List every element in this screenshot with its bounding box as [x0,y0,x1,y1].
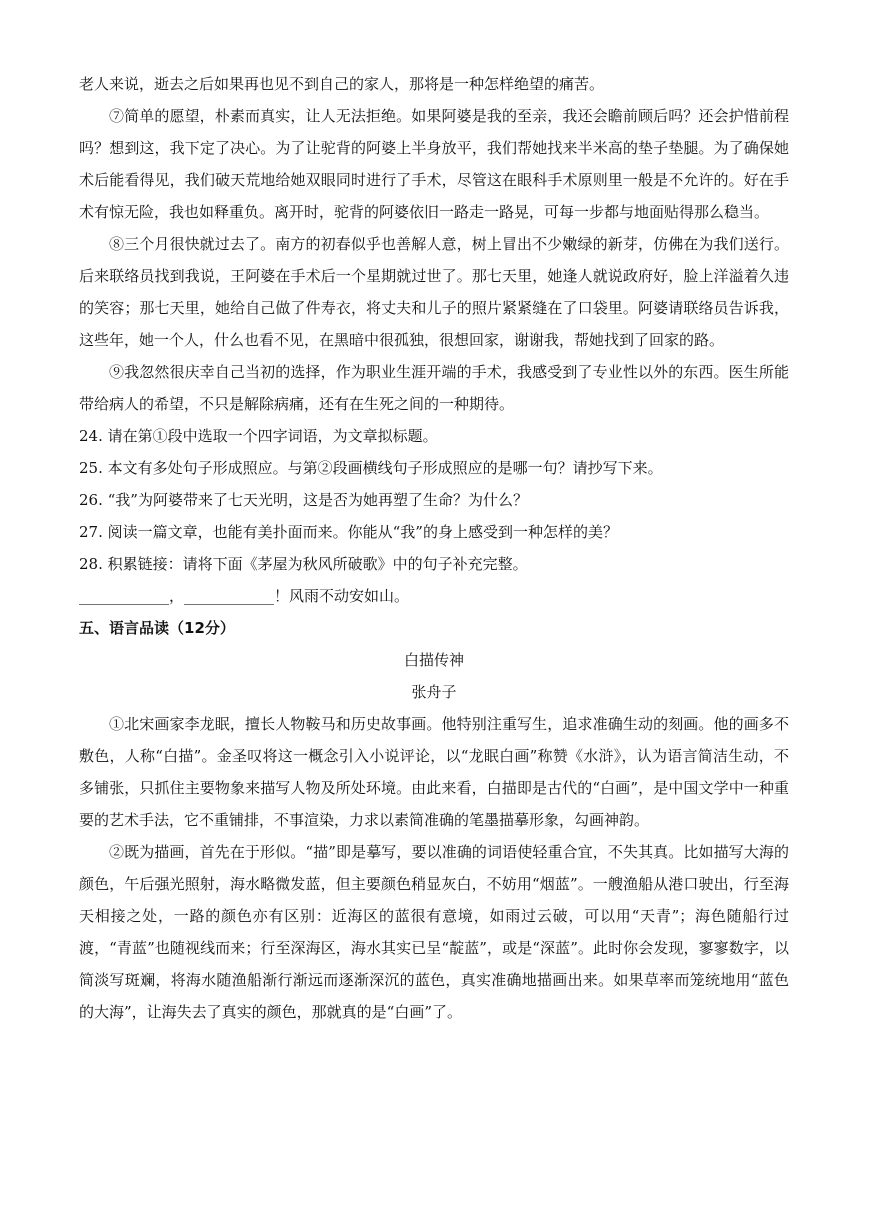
fill-in-blank-line: ____________，____________！风雨不动安如山。 [79,587,410,605]
article-author: 张舟子 [411,683,457,701]
question-27: 27. 阅读一篇文章，也能有美扑面而来。你能从“我”的身上感受到一种怎样的美？ [79,523,618,541]
article-paragraph-2: ②既为描画，首先在于形似。“描”即是摹写，要以准确的词语使轻重合宜，不失其真。比如描写大海的颜色，午后强光照射，海水略微发蓝，但主要颜色稍显灰白，不妨用“烟蓝”。一艘渔船从港口驶出，行至海天相接之处，一路的颜色亦有区别：近海区的蓝很有意境，如雨过云破，可以用“天青”；海色随船行过渡，“青蓝”也随视线而来；行至深海区，海水其实已呈“靛蓝”，或是“深蓝”。此时你会发现，寥寥数字，以简淡写斑斓，将海水随渔船渐行渐远而逐渐深沉的蓝色，真实准确地描画出来。如果草率而笼统地用“蓝色的大海”，让海失去了真实的颜色，那就真的是“白画”了。 [79,843,789,1021]
paragraph-continuation: 老人来说，逝去之后如果再也见不到自己的家人，那将是一种怎样绝望的痛苦。 [79,75,605,93]
question-28: 28. 积累链接：请将下面《茅屋为秋风所破歌》中的句子补充完整。 [79,555,528,573]
section-heading: 五、语言品读（12分） [79,619,235,637]
question-25: 25. 本文有多处句子形成照应。与第②段画横线句子形成照应的是哪一句？请抄写下来。 [79,459,663,477]
article-paragraph-1: ①北宋画家李龙眠，擅长人物鞍马和历史故事画。他特别注重写生，追求准确生动的刻画。他的画多不敷色，人称“白描”。金圣叹将这一概念引入小说评论，以“龙眠白画”称赞《水浒》，认为语言简洁生动，不多铺张，只抓住主要物象来描写人物及所处环境。由此来看，白描即是古代的“白画”，是中国文学中一种重要的艺术手法，它不重铺排，不事渲染，力求以素简准确的笔墨描摹形象，勾画神韵。 [79,715,789,829]
paragraph-8: ⑧三个月很快就过去了。南方的初春似乎也善解人意，树上冒出不少嫩绿的新芽，仿佛在为我们送行。后来联络员找到我说，王阿婆在手术后一个星期就过世了。那七天里，她逢人就说政府好，脸上洋溢着久违的笑容；那七天里，她给自己做了件寿衣，将丈夫和儿子的照片紧紧缝在了口袋里。阿婆请联络员告诉我，这些年，她一个人，什么也看不见，在黑暗中很孤独，很想回家，谢谢我，帮她找到了回家的路。 [79,235,789,349]
paragraph-9: ⑨我忽然很庆幸自己当初的选择，作为职业生涯开端的手术，我感受到了专业性以外的东西。医生所能带给病人的希望，不只是解除病痛，还有在生死之间的一种期待。 [79,363,789,413]
question-26: 26. “我”为阿婆带来了七天光明，这是否为她再塑了生命？为什么？ [79,491,528,509]
article-title: 白描传神 [403,651,464,669]
paragraph-7: ⑦简单的愿望，朴素而真实，让人无法拒绝。如果阿婆是我的至亲，我还会瞻前顾后吗？还会护惜前程吗？想到这，我下定了决心。为了让驼背的阿婆上半身放平，我们帮她找来半米高的垫子垫腿。为了确保她术后能看得见，我们破天荒地给她双眼同时进行了手术，尽管这在眼科手术原则里一般是不允许的。好在手术有惊无险，我也如释重负。离开时，驼背的阿婆依旧一路走一路晃，可每一步都与地面贴得那么稳当。 [79,107,789,221]
question-24: 24. 请在第①段中选取一个四字词语，为文章拟标题。 [79,427,438,445]
